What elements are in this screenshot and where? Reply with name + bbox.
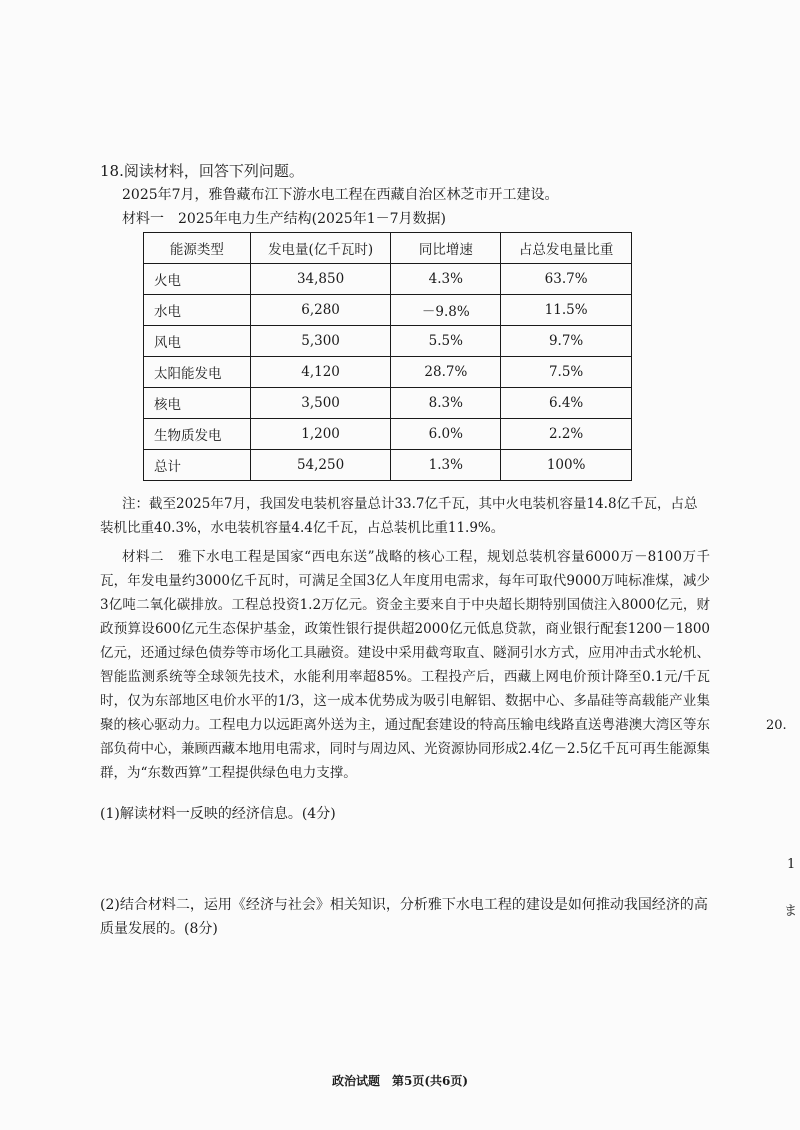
material2-paragraph: 材料二 雅下水电工程是国家“西电东送”战略的核心工程，规划总装机容量6000万－8100万千瓦，年发电量约3000亿千瓦时，可满足全国3亿人年度用电需求，每年可取代9000万吨标准煤，减少3亿吨二氧化碳排放。工程总投资1.2万亿元。资金主要来自于中央超长期特别国债注入8000亿元，财政预算设600亿元生态保护基金，政策性银行提供超2000亿元低息贷款，商业银行配套1200－1800亿元，还通过绿色债券等市场化工具融资。建设中采用截弯取直、隧洞引水方式，应用冲击式水轮机、智能监测系统等全球领先技术，水能利用率超85%。工程投产后，西藏上网电价预计降至0.1元/千瓦时，仅为东部地区电价水平的1/3，这一成本优势成为吸引电解铝、数据中心、多晶硅等高载能产业集聚的核心驱动力。工程电力以远距离外送为主，通过配套建设的特高压输电线路直送粤港澳大湾区等东部负荷中心，兼顾西藏本地用电需求，同时与周边风、光资源协同形成2.4亿－2.5亿千瓦可再生能源集群，为“东数西算”工程提供绿色电力支撑。 [100,549,710,781]
table-header-row [144,233,632,264]
margin-mark: 20. [766,718,787,733]
margin-mark: 1 [787,857,796,872]
cell-generation: 6,280 [250,295,391,326]
table-row [144,388,632,419]
cell-energy-type: 生物质发电 [144,419,251,450]
table-row [144,326,632,357]
table-row [144,295,632,326]
cell-growth: －9.8% [391,295,501,326]
cell-growth: 4.3% [391,264,501,295]
intro-paragraph: 2025年7月，雅鲁藏布江下游水电工程在西藏自治区林芝市开工建设。 [122,187,559,203]
cell-generation: 1,200 [250,419,391,450]
question-title: 18.阅读材料，回答下列问题。 [100,162,304,180]
sub-question-2: (2)结合材料二，运用《经济与社会》相关知识，分析雅下水电工程的建设是如何推动我国经济的高质量发展的。(8分) [100,897,708,937]
cell-growth: 5.5% [391,326,501,357]
cell-share: 11.5% [501,295,632,326]
header-energy-type: 能源类型 [144,233,251,264]
cell-generation: 34,850 [250,264,391,295]
cell-share: 63.7% [501,264,632,295]
table-note: 注：截至2025年7月，我国发电装机容量总计33.7亿千瓦，其中火电装机容量14.8亿千瓦，占总装机比重40.3%，水电装机容量4.4亿千瓦，占总装机比重11.9%。 [100,496,698,536]
cell-generation: 54,250 [250,450,391,481]
cell-generation: 4,120 [250,357,391,388]
cell-energy-type: 总计 [144,450,251,481]
material1-title: 材料一 2025年电力生产结构(2025年1－7月数据) [122,211,446,227]
cell-energy-type: 火电 [144,264,251,295]
table-row [144,419,632,450]
cell-growth: 1.3% [391,450,501,481]
cell-growth: 6.0% [391,419,501,450]
sub-question-1: (1)解读材料一反映的经济信息。(4分) [100,806,336,822]
table-row [144,357,632,388]
cell-energy-type: 风电 [144,326,251,357]
cell-energy-type: 太阳能发电 [144,357,251,388]
cell-share: 9.7% [501,326,632,357]
cell-growth: 8.3% [391,388,501,419]
table-row-total [144,450,632,481]
page-footer: 政治试题 第5页(共6页) [331,1074,469,1088]
table-row [144,264,632,295]
cell-share: 6.4% [501,388,632,419]
cell-share: 2.2% [501,419,632,450]
cell-energy-type: 核电 [144,388,251,419]
margin-mark: ま [784,904,798,919]
power-structure-table [143,232,632,481]
cell-growth: 28.7% [391,357,501,388]
cell-generation: 5,300 [250,326,391,357]
cell-energy-type: 水电 [144,295,251,326]
header-growth: 同比增速 [391,233,501,264]
header-generation: 发电量(亿千瓦时) [250,233,391,264]
cell-share: 7.5% [501,357,632,388]
header-share: 占总发电量比重 [501,233,632,264]
cell-share: 100% [501,450,632,481]
cell-generation: 3,500 [250,388,391,419]
